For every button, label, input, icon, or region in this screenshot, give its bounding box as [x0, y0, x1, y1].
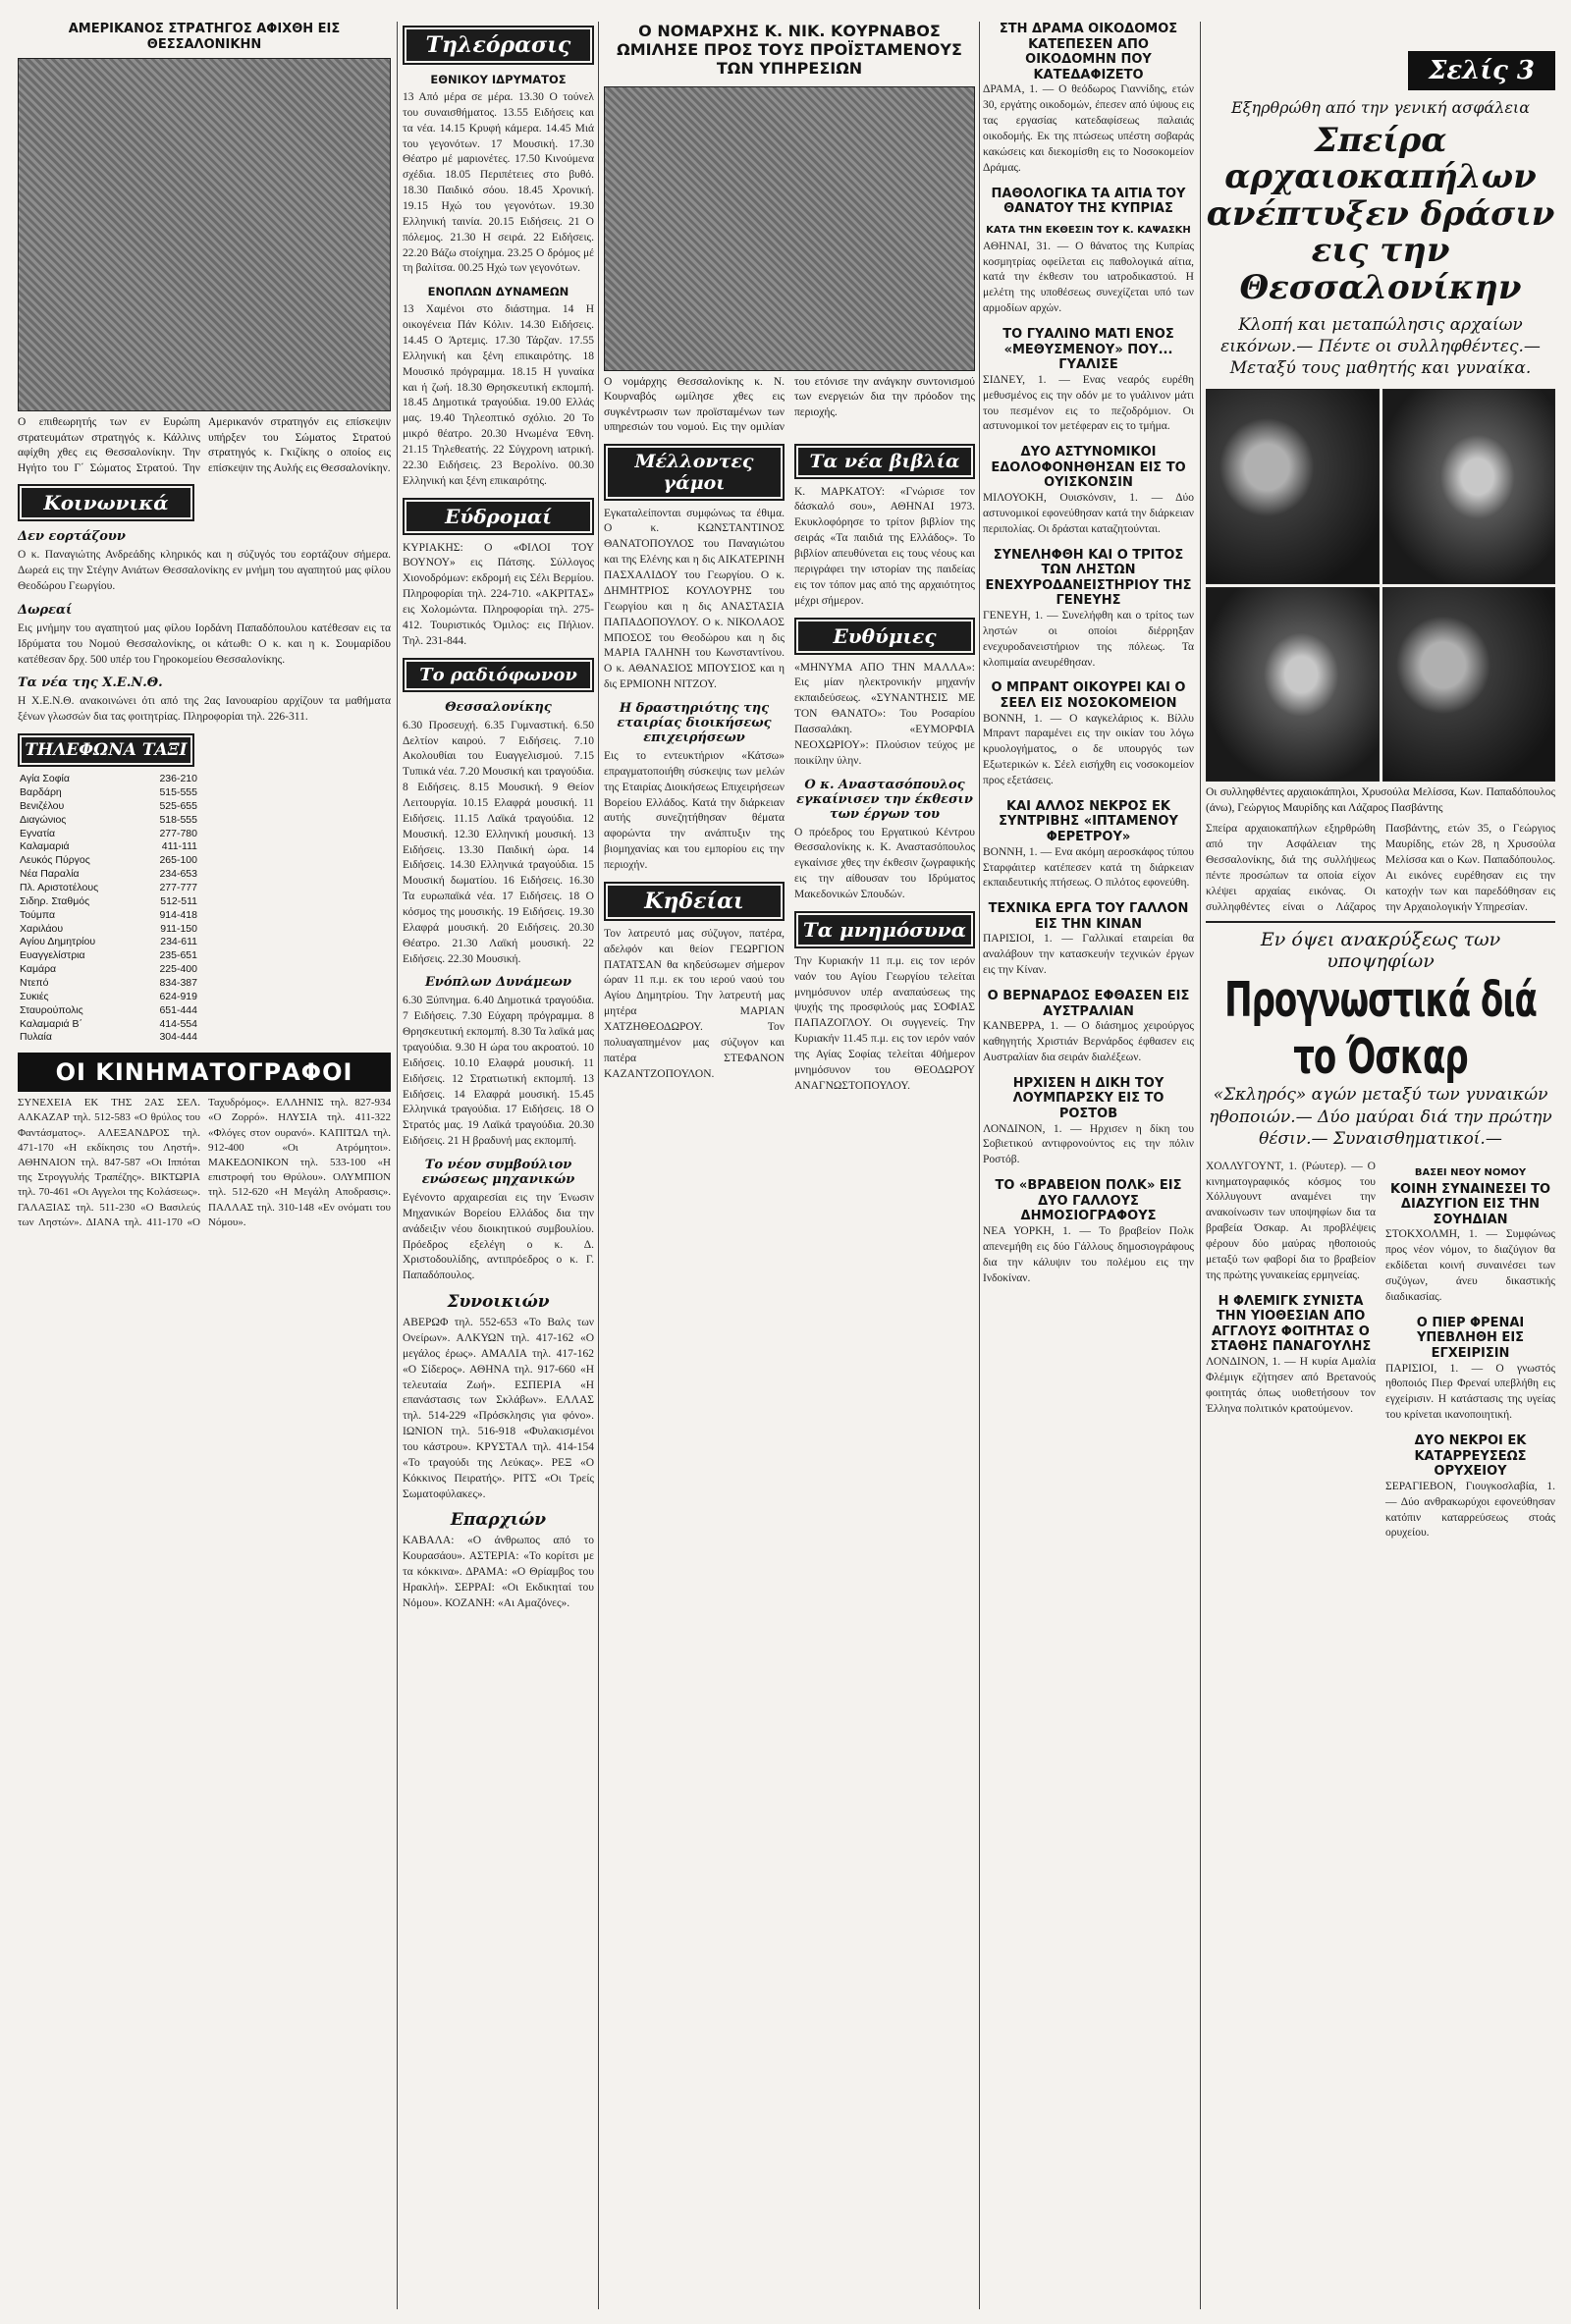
article-sweden-divorce: ΣΤΟΚΧΟΛΜΗ, 1. — Συμφώνως προς νέον νόμον, το διαζύγιον θα εκδίδεται κοινή συναινέσει των συζύγων, άνευ δικαστικής διαδικασίας.: [1385, 1228, 1555, 1303]
headline-brandt: Ο ΜΠΡΑΝΤ ΟΙΚΟΥΡΕΙ ΚΑΙ Ο ΣΕΕΛ ΕΙΣ ΝΟΣΟΚΟΜΕΙΟΝ: [991, 680, 1186, 711]
photo-grid-suspects: [1206, 389, 1555, 782]
section-banner-tv: Τηλεόρασις: [403, 26, 594, 65]
section-banner-cinemas: ΟΙ ΚΙΝΗΜΑΤΟΓΡΑΦΟΙ: [18, 1053, 391, 1092]
headline-nomarchis: Ο ΝΟΜΑΡΧΗΣ Κ. ΝΙΚ. ΚΟΥΡΝΑΒΟΣ ΩΜΙΛΗΣΕ ΠΡΟΣ ΤΟΥΣ ΠΡΟΪΣΤΑΜΕΝΟΥΣ ΤΩΝ ΥΠΗΡΕΣΙΩΝ: [617, 22, 962, 79]
phone-row: [18, 963, 199, 977]
phone-number: 624-919: [159, 990, 197, 1002]
article-tv-yened: 13 Χαμένοι στο διάστημα. 14 Η οικογένεια Πάν Κόλιν. 14.30 Ειδήσεις. 14.45 Ο Άρτεμις. 17.30 Τάρζαν. 17.55 Ελληνική και ξένη επικαιρότης. 18 Μουσικό πρόγραμμα. 18.15 Η γυναίκα και ή ζωή. 18.30 Θρησκευτική εκπομπή. 18.45 Δημοτικά τραγούδια. 19.00 Ελλάς μας. 19.40 Τηλεοπτικό σχόλιο. 20 Το μικρό θέατρο. 20.30 Ηνωμένα Έθνη. 21.15 Τηλεθεατής. 22 Σύγχρονη ιατρική. 22.30 Ειδήσεις. 23 Βερολίνο. 00.30 Ελληνική και ξένη επικαιρότης.: [403, 303, 594, 487]
article-rostov: ΛΟΝΔΙΝΟΝ, 1. — Ηρχισεν η δίκη του Σοβιετικού αντιφρονούντος εις την πόλιν Ροστόβ.: [983, 1122, 1194, 1166]
phone-row: [18, 828, 199, 841]
subhead-tv-erti: ΕΘΝΙΚΟΥ ΙΔΡΥΜΑΤΟΣ: [430, 73, 567, 86]
phone-station-name: Χαριλάου: [20, 922, 64, 935]
phone-number: 236-210: [159, 773, 197, 785]
phone-station-name: Διαγώνιος: [20, 813, 67, 826]
phone-station-name: Σιδηρ. Σταθμός: [20, 894, 90, 907]
subhead-exhibition: Ο κ. Αναστασόπουλος εγκαίνισεν την έκθεσιν των έργων του: [796, 777, 973, 822]
phone-station-name: Συκιές: [20, 990, 49, 1002]
photo-military-parade: [18, 58, 391, 411]
article-giortes: Ο κ. Παναγιώτης Ανδρεάδης κληρικός και η σύζυγός του εορτάζουν σήμερα. Δωρεά εις την Στέγην Ανιάτων Θεσσαλονίκης εν μνήμη του αγαπητού μας φίλου Θεοδώρου Γεωργίου.: [18, 549, 391, 592]
phone-station-name: Βενιζέλου: [20, 799, 65, 812]
article-glass-eye: ΣΙΔΝΕΥ, 1. — Ενας νεαρός ευρέθη μεθυσμένος εις την οδόν με το γυάλινον μάτι του πεσμένον εις το πεζοδρόμιον. Οι αστυνομικοί τον μετέφεραν εις το τμήμα.: [983, 373, 1194, 433]
article-xenth: Η Χ.Ε.Ν.Θ. ανακοινώνει ότι από της 2ας Ιανουαρίου αρχίζουν τα μαθήματα ξένων γλωσσών δια τας φοιτητρίας. Πληροφορίαι τηλ. 226-311.: [18, 695, 391, 724]
phone-row: [18, 1018, 199, 1032]
article-gamoi: Εγκαταλείπονται συμφώνως τα έθιμα. Ο κ. ΚΩΝΣΤΑΝΤΙΝΟΣ ΘΑΝΑΤΟΠΟΥΛΟΣ του Παναγιώτου και της Ελένης και η δις ΑΙΚΑΤΕΡΙΝΗ ΠΑΣΧΑΛΙΔΟΥ του Γεωργίου. Ο κ. ΔΗΜΗΤΡΙΟΣ ΚΟΥΛΟΥΡΗΣ του Γεωργίου και η δις ΑΝΑΣΤΑΣΙΑ ΠΑΠΑΔΟΠΟΥΛΟΥ. Ο κ. ΝΙΚΟΛΑΟΣ ΜΠΟΣΟΣ του Θεοδώρου και η δις ΜΑΡΙΑ ΓΑΛΗΝΗ του Κωνσταντίνου. Ο κ. ΑΘΑΝΑΣΙΟΣ ΜΠΟΥΣΙΟΣ και η δις ΕΡΜΙΟΝΗ ΝΙΤΖΟΥ.: [604, 507, 785, 691]
section-banner-radio: Το ραδιόφωνον: [403, 658, 594, 692]
gamoi-column: [604, 436, 785, 1095]
column-rule: [979, 22, 980, 2309]
phone-station-name: Νέα Παραλία: [20, 868, 80, 881]
phone-station-name: Σταυρούπολις: [20, 1003, 83, 1016]
article-china-works: ΠΑΡΙΣΙΟΙ, 1. — Γαλλικαί εταιρείαι θα αναλάβουν την κατασκευήν τεχνικών έργων εις την Κίναν.: [983, 933, 1194, 977]
phone-station-name: Εγνατία: [20, 827, 56, 839]
headline-fleming: Η ΦΛΕΜΙΓΚ ΣΥΝΙΣΤΑ ΤΗΝ ΥΙΟΘΕΣΙΑΝ ΑΠΟ ΑΓΓΛΟΥΣ ΦΟΙΤΗΤΑΣ Ο ΣΤΑΘΗΣ ΠΑΝΑΓΟΥΛΗΣ: [1210, 1293, 1372, 1355]
page-number-badge: Σελίς 3: [1408, 51, 1555, 90]
headline-sweden-divorce: ΚΟΙΝΗ ΣΥΝΑΙΝΕΣΕΙ ΤΟ ΔΙΑΖΥΓΙΟΝ ΕΙΣ ΤΗΝ ΣΟΥΗΔΙΑΝ: [1389, 1181, 1551, 1227]
phone-station-name: Πλ. Αριστοτέλους: [20, 882, 99, 893]
phone-number: 234-653: [159, 868, 197, 881]
phone-row: [18, 949, 199, 963]
column-2: [403, 22, 594, 2309]
phone-number: 234-611: [160, 936, 197, 948]
phone-row: [18, 923, 199, 937]
phone-row: [18, 991, 199, 1004]
phone-row: [18, 882, 199, 895]
phone-row: [18, 840, 199, 854]
headline-china-works: ΤΕΧΝΙΚΑ ΕΡΓΑ ΤΟΥ ΓΑΛΛΟΝ ΕΙΣ ΤΗΝ ΚΙΝΑΝ: [988, 901, 1189, 932]
column-4: [983, 22, 1194, 2309]
article-euthymies: «ΜΗΝΥΜΑ ΑΠΟ ΤΗΝ ΜΑΛΛΑ»: Εις μίαν ηλεκτρονικήν μηχανήν εκπαιδεύσεως. «ΣΥΝΑΝΤΗΣΙΣ ΜΕ ΤΟΝ ΘΑΝΑΤΟ»: Του Ροσαρίου Πασσαλάκη. «ΕΥΜΟΡΦΙΑ ΝΕΟΧΩΡΙΟΥ»: Πλούσιον τεύχος με ποικίλην ύλην.: [794, 661, 975, 767]
section-banner-taxi-phones: ΤΗΛΕΦΩΝΑ ΤΑΞΙ: [18, 733, 194, 767]
phone-row: [18, 773, 199, 786]
article-vivlia: Κ. ΜΑΡΚΑΤΟΥ: «Γνώρισε τον δάσκαλό σου», ΑΘΗΝΑΙ 1973. Εκυκλοφόρησε το τρίτον βιβλίον της σειράς «Τα παιδιά της Ελλάδος». Το βιβλίον απευθύνεται εις τους νέους και περιγράφει την ιστορίαν της παιδείας εις τον τόπον μας από της αρχαιότητος μέχρι σήμερον.: [794, 485, 975, 607]
subhead-eparchies: Επαρχιών: [450, 1510, 547, 1531]
photo-suspect-4: [1382, 587, 1556, 783]
phone-row: [18, 800, 199, 814]
phone-number: 277-780: [159, 827, 197, 839]
phone-row: [18, 814, 199, 828]
phone-number: 265-100: [159, 854, 197, 867]
phone-row: [18, 868, 199, 882]
phone-number: 518-555: [159, 813, 197, 826]
phone-row: [18, 909, 199, 923]
phone-station-name: Λευκός Πύργος: [20, 854, 90, 867]
banners-row: [604, 436, 975, 1095]
subhead-synoikion: Συνοικιών: [447, 1292, 550, 1313]
deck-antiquities: Κλοπή και μεταπώλησις αρχαίων εικόνων.— Πέντε οι συλληφθέντες.— Μεταξύ τους μαθητής και γυναίκα.: [1220, 314, 1541, 379]
phone-number: 834-387: [159, 977, 197, 990]
vivlia-column: [794, 436, 975, 1095]
article-geneva: ΓΕΝΕΥΗ, 1. — Συνελήφθη και ο τρίτος των ληστών οι οποίοι διέρρηξαν ενεχυροδανειστήριον της πόλεως. Τα κλοπιμαία ανευρέθησαν.: [983, 609, 1194, 669]
article-mnimosyna: Την Κυριακήν 11 π.μ. εις τον ιερόν ναόν του Αγίου Γεωργίου τελείται μνημόσυνον υπέρ αναπαύσεως της ψυχής της προσφιλούς μας ΣΟΦΙΑΣ ΠΑΠΑΖΟΓΛΟΥ. Οι συγγενείς. Την Κυριακήν 11.45 π.μ. εις τον ιερόν ναόν της Αγίας Σοφίας τελείται 40ήμερον μνημόσυνον του ΘΕΟΔΩΡΟΥ ΑΝΑΓΝΩΣΤΟΠΟΥΛΟΥ.: [794, 954, 975, 1092]
phone-row: [18, 854, 199, 868]
subhead-radio-thess: Θεσσαλονίκης: [445, 699, 552, 715]
headline-general-arrival: ΑΜΕΡΙΚΑΝΟΣ ΣΤΡΑΤΗΓΟΣ ΑΦΙΧΘΗ ΕΙΣ ΘΕΣΣΑΛΟΝΙΚΗΝ: [68, 22, 341, 52]
column-rule: [598, 22, 599, 2309]
article-mine: ΣΕΡΑΓΙΕΒΟΝ, Γιουγκοσλαβία, 1. — Δύο ανθρακωρύχοι εφονεύθησαν κατόπιν καταρρεύσεως στοάς ορυχείου.: [1385, 1480, 1555, 1540]
article-fresnay: ΠΑΡΙΣΙΟΙ, 1. — Ο γνωστός ηθοποιός Πιερ Φρεναί υπεβλήθη εις εγχείρισιν. Η κατάστασις της υγείας του κρίνεται ικανοποιητική.: [1385, 1362, 1555, 1422]
headline-oscar: Προγνωστικά διά το Όσκαρ: [1224, 972, 1537, 1087]
phone-station-name: Αγίου Δημητρίου: [20, 936, 96, 948]
section-banner-koinonika: Κοινωνικά: [18, 484, 194, 521]
phone-row: [18, 786, 199, 800]
article-eparchies: ΚΑΒΑΛΑ: «Ο άνθρωπος από το Κουρασάου». ΑΣΤΕΡΙΑ: «Το κορίτσι με τα κόκκινα». ΔΡΑΜΑ: «Ο Θρίαμβος του Ηρακλή». ΣΕΡΡΑΙ: «Οι Εκδικηταί του Νόμου». ΚΟΖΑΝΗ: «Αι Αμαζόνες».: [403, 1535, 594, 1609]
subhead-doreai: Δωρεαί: [18, 602, 73, 618]
section-banner-gamoi: Μέλλοντες γάμοι: [604, 444, 785, 501]
article-tv-erti: 13 Από μέρα σε μέρα. 13.30 Ο τούνελ του συναισθήματος. 13.55 Ειδήσεις και τα νέα. 14.15 Κρυφή κάμερα. 14.45 Μιά του γεγονότων. 17 Μουσική. 17.30 Θέατρο μέ μαριονέτες. 17.50 Κινούμενα σχέδια. 18.05 Περιπέτειες στο βυθό. 18.30 Παιδικό σόου. 18.45 Χρονική. 19.15 Ηχώ του γεγονότων. 19.30 Ελληνική ταινία. 20.15 Ειδήσεις. 21 Ο πόλεμος. 21.30 Η σειρά. 22 Ειδήσεις. 22.20 Βάζω στοίχημα. 23.25 Ο δρόμος μέ τη βαλίτσα. 00.25 Ηχώ των γεγονότων.: [403, 91, 594, 275]
column-3: [604, 22, 975, 2309]
headline-glass-eye: ΤΟ ΓΥΑΛΙΝΟ ΜΑΤΙ ΕΝΟΣ «ΜΕΘΥΣΜΕΝΟΥ» ΠΟΥ... ΓΥΑΛΙΣΕ: [1002, 327, 1174, 373]
phone-number: 512-511: [160, 894, 197, 907]
phone-station-name: Ντεπό: [20, 977, 49, 990]
masthead-area: [1206, 22, 1555, 94]
phone-row: [18, 895, 199, 909]
column-rule: [397, 22, 398, 2309]
phone-number: 525-655: [159, 799, 197, 812]
article-cinemas: ΣΥΝΕΧΕΙΑ ΕΚ ΤΗΣ 2ΑΣ ΣΕΛ. ΑΛΚΑΖΑΡ τηλ. 512-583 «Ο θρύλος του Φαντάσματος». ΑΛΕΞΑΝΔΡΟΣ τηλ. 471-170 «Η εκδίκησις του Ληστή». ΑΘΗΝΑΙΟΝ τηλ. 847-587 «Οι Ιππόται της Στρογγυλής Τραπέζης». ΒΙΚΤΩΡΙΑ τηλ. 70-461 «Οι Αγγελοι της Κολάσεως». ΓΑΛΑΞΙΑΣ τηλ. 511-230 «Ο Βασιλεύς των Ληστών». ΔΙΑΝΑ τηλ. 411-170 «Ο Ταχυδρόμος». ΕΛΛΗΝΙΣ τηλ. 827-934 «Ο Ζορρό». ΗΛΥΣΙΑ τηλ. 411-322 «Φλόγες στον ουρανό». ΚΑΠΙΤΩΛ τηλ. 912-400 «Οι Ατρόμητοι». ΜΑΚΕΔΟΝΙΚΟΝ τηλ. 533-100 «Η επιστροφή του Θρύλου». ΟΛΥΜΠΙΟΝ τηλ. 512-620 «Η Μεγάλη Αποδρασις». ΠΑΛΛΑΣ τηλ. 310-148 «Εν ονόματι του Νόμου».: [18, 1097, 391, 1228]
subhead-xenth: Τα νέα της Χ.Ε.Ν.Θ.: [18, 676, 163, 691]
column-1: [18, 22, 391, 2309]
phone-row: [18, 977, 199, 991]
phone-number: 277-777: [159, 882, 197, 893]
headline-kypria: ΠΑΘΟΛΟΓΙΚΑ ΤΑ ΑΙΤΙΑ ΤΟΥ ΘΑΝΑΤΟΥ ΤΗΣ ΚΥΠΡΙΑΣ: [991, 186, 1186, 217]
headline-polk: ΤΟ «ΒΡΑΒΕΙΟΝ ΠΟΛΚ» ΕΙΣ ΔΥΟ ΓΑΛΛΟΥΣ ΔΗΜΟΣΙΟΓΡΑΦΟΥΣ: [995, 1178, 1182, 1224]
photo-suspect-2: [1382, 389, 1556, 584]
subhead-radio-enoplon: Ενόπλων Δυνάμεων: [424, 975, 572, 991]
column-rule: [1200, 22, 1201, 2309]
phone-station-name: Καλαμαριά: [20, 840, 70, 853]
phone-station-name: Πυλαία: [20, 1031, 52, 1044]
photo-suspect-1: [1206, 389, 1380, 584]
photo-caption-suspects: Οι συλληφθέντες αρχαιοκάπηλοι, Χρυσούλα Μελίσσα, Κων. Παπαδόπουλος (άνω), Γεώργιος Μαυρίδης και Λάζαρος Πασβάντης: [1206, 786, 1555, 814]
phone-row: [18, 1031, 199, 1045]
article-drama: ΔΡΑΜΑ, 1. — Ο θεόδωρος Γιαννίδης, ετών 30, εργάτης οικοδομών, έπεσεν από ύψους εις τας εργασίας κατεδαφίσεως παλαιάς οικοδομής. Εκ της πτώσεως υπέστη σοβαράς κακώσεις και διεκομίσθη εις το Νοσοκομείον Δράμας.: [983, 83, 1194, 174]
oscar-body-row: [1206, 1160, 1555, 1542]
section-banner-kideiai: Κηδείαι: [604, 882, 785, 921]
headline-drama: ΣΤΗ ΔΡΑΜΑ ΟΙΚΟΔΟΜΟΣ ΚΑΤΕΠΕΣΕΝ ΑΠΟ ΟΙΚΟΔΟΜΗΝ ΠΟΥ ΚΑΤΕΔΑΦΙΖΕΤΟ: [999, 22, 1178, 82]
article-antiquities: Σπείρα αρχαιοκαπήλων εξηρθρώθη από την Ασφάλειαν της Θεσσαλονίκης, διά της συλλήψεως πέντε προσώπων τα οποία είχον κλέψει αρχαίας εικόνας. Οι συλληφθέντες είναι ο Λάζαρος Πασβάντης, ετών 35, ο Γεώργιος Μαυρίδης, ετών 28, η Χρυσούλα Μελίσσα και ο Κων. Παπαδόπουλος. Αι εικόνες ευρέθησαν εις την κατοχήν των και παρεδόθησαν εις την Αρχαιολογικήν Υπηρεσίαν.: [1206, 823, 1555, 913]
article-barnard: ΚΑΝΒΕΡΡΑ, 1. — Ο διάσημος χειρούργος καθηγητής Χριστιάν Βερνάρδος έφθασεν εις Αυστραλίαν δια σειράν διαλέξεων.: [983, 1020, 1194, 1063]
phone-number: 235-651: [159, 949, 197, 962]
headline-starfighter: ΚΑΙ ΑΛΛΟΣ ΝΕΚΡΟΣ ΕΚ ΣΥΝΤΡΙΒΗΣ «ΙΠΤΑΜΕΝΟΥ ΦΕΡΕΤΡΟΥ»: [999, 798, 1178, 845]
article-engineers: Εγένοντο αρχαιρεσίαι εις την Ένωσιν Μηχανικών Βορείου Ελλάδος δια την ανάδειξιν νέου διοικητικού συμβουλίου. Πρόεδρος εξελέγη ο κ. Δ. Χριστοδουλίδης, αντιπρόεδρος ο κ. Γ. Παπαδόπουλος.: [403, 1191, 594, 1282]
phone-station-name: Βαρδάρη: [20, 785, 62, 798]
article-doreai: Εις μνήμην του αγαπητού μας φίλου Ιορδάνη Παπαδόπουλου κατέθεσαν εις τα Ιδρύματα του Νομού Θεσσαλονίκης, οι κάτωθι: Ο κ. και η κ. Σουμαρίδου κατέθεσαν δρχ. 500 υπέρ του Γηροκομείου Θεσσαλονίκης.: [18, 622, 391, 666]
headline-antiquities: Σπείρα αρχαιοκαπήλων ανέπτυξεν δράσιν εις την Θεσσαλονίκην: [1206, 121, 1555, 307]
oscar-right: [1385, 1160, 1555, 1542]
column-5: [1206, 22, 1555, 2309]
divider: [1206, 921, 1555, 923]
phone-station-name: Καλαμαριά Β΄: [20, 1017, 83, 1030]
article-kideiai: Τον λατρευτό μας σύζυγον, πατέρα, αδελφόν και θείον ΓΕΩΡΓΙΟΝ ΠΑΤΑΤΣΑΝ θα κηδεύσωμεν σήμερον ώραν 11 π.μ. εκ του ιερού ναού του Αγίου Δημητρίου. Την λατρευτή μας μητέρα ΜΑΡΙΑΝ ΧΑΤΖΗΘΕΟΔΩΡΟΥ. Τον πολυαγαπημένον μας σύζυγον και πατέρα ΣΤΕΦΑΝΟΝ ΚΑΖΑΝΤΖΟΠΟΥΛΟΝ.: [604, 927, 785, 1080]
phone-station-name: Καμάρα: [20, 963, 57, 976]
section-banner-euthymies: Ευθύμιες: [794, 618, 975, 655]
article-wisconsin: ΜΙΛΟΥΟΚΗ, Ουισκόνσιν, 1. — Δύο αστυνομικοί εφονεύθησαν κατά την διάρκειαν περιπολίας. Οι δράσται καταζητούνται.: [983, 492, 1194, 535]
article-oscar: ΧΟΛΛΥΓΟΥΝΤ, 1. (Ρώυτερ). — Ο κινηματογραφικός κόσμος του Χόλλυγουντ αναμένει την ανακοίνωσιν των υποψηφίων δια τα βραβεία Όσκαρ. Αι προβλέψεις φέρουν δύο μαύρας ηθοποιούς μεταξύ των φαβορί δια το βραβείον της πρώτης γυναικείας ερμηνείας.: [1206, 1160, 1376, 1281]
phone-number: 914-418: [159, 908, 197, 921]
headline-mine: ΔΥΟ ΝΕΚΡΟΙ ΕΚ ΚΑΤΑΡΡΕΥΣΕΩΣ ΟΡΥΧΕΙΟΥ: [1414, 1433, 1527, 1480]
article-radio-enoplon: 6.30 Ξύπνημα. 6.40 Δημοτικά τραγούδια. 7 Ειδήσεις. 7.30 Εύχαρη πρόγραμμα. 8 Θρησκευτική εκπομπή. 8.30 Τα λαϊκά μας τραγούδια. 9.30 Η ώρα του ακροατού. 10 Ειδήσεις. 10.10 Ελαφρά μουσική. 11 Ειδήσεις. 12 Στρατιωτική εκπομπή. 13 Ειδήσεις. 14 Ελαφρά μουσική. 15.45 Ελληνικά τραγούδια. 17 Ειδήσεις. 18 Ο Στρατός μας. 19 Λαϊκά τραγούδια. 20.30 Ειδήσεις. 21 Η βραδυνή μας εκπομπή.: [403, 995, 594, 1148]
article-starfighter: ΒΟΝΝΗ, 1. — Ενα ακόμη αεροσκάφος τύπου Σταρφάιτερ κατέπεσεν κατά τη διάρκειαν εκπαιδευτικής πτήσεως. Ο πιλότος εφονεύθη.: [983, 845, 1194, 890]
subhead-engineers: Το νέον συμβούλιον ενώσεως μηχανικών: [421, 1157, 575, 1187]
headline-wisconsin: ΔΥΟ ΑΣΤΥΝΟΜΙΚΟΙ ΕΔΟΛΟΦΟΝΗΘΗΣΑΝ ΕΙΣ ΤΟ ΟΥΙΣΚΟΝΣΙΝ: [991, 445, 1186, 491]
phone-number: 225-400: [159, 963, 197, 976]
section-banner-mnimosyna: Τα μνημόσυνα: [794, 911, 975, 948]
headline-fresnay: Ο ΠΙΕΡ ΦΡΕΝΑΙ ΥΠΕΒΛΗΘΗ ΕΙΣ ΕΓΧΕΙΡΙΣΙΝ: [1416, 1315, 1525, 1361]
subhead-giortes: Δεν εορτάζουν: [18, 529, 126, 545]
photo-caption: Ο επιθεωρητής των εν Ευρώπη στρατευμάτων στρατηγός κ. Κάλλινς αφίχθη χθες εις Θεσσαλονίκην. Την Ηγήτο του Γ΄ Σώματος Στρατού. Την Αμερικανόν στρατηγόν εις επίσκεψιν υπήρξεν του Σώματος Στρατού στρατηγός κ. Γκιζίκης ο οποίος εις επίσκεψιν της Αυλής εις Θεσσαλονίκην.: [18, 416, 391, 474]
phone-row: [18, 1004, 199, 1018]
subhead-sweden: ΒΑΣΕΙ ΝΕΟΥ ΝΟΜΟΥ: [1414, 1166, 1527, 1178]
phone-number: 411-111: [161, 840, 197, 853]
phone-number: 515-555: [159, 785, 197, 798]
phone-station-name: Τούμπα: [20, 908, 56, 921]
photo-meeting: [604, 86, 975, 371]
article-brandt: ΒΟΝΝΗ, 1. — Ο καγκελάριος κ. Βίλλυ Μπραντ παραμένει εις την οικίαν του λόγω κρυολογήματος, ο δε υπουργός των Εξωτερικών κ. Σέελ εισήχθη εις νοσοκομείον προς εξετάσεις.: [983, 712, 1194, 787]
phone-number: 911-150: [160, 922, 197, 935]
kicker-antiquities: Εξηρθρώθη από την γενική ασφάλεια: [1230, 98, 1530, 117]
article-kypria: ΑΘΗΝΑΙ, 31. — Ο θάνατος της Κυπρίας κοσμητρίας οφείλεται εις παθολογικά αίτια, κατά την έκθεσιν του ιατροδικαστού. Η μελέτη της υποθέσεως συνεχίζεται υπό των αρμοδίων αρχών.: [983, 240, 1194, 315]
subhead-tv-yened: ΕΝΟΠΛΩΝ ΔΥΝΑΜΕΩΝ: [427, 285, 569, 299]
kicker-oscar: Εν όψει ανακρύξεως των υποψηφίων: [1260, 929, 1501, 973]
article-business: Εις το εντευκτήριον «Κάτσω» επραγματοποιήθη σύσκεψις των μελών της Εταιρίας Διοικήσεως Επιχειρήσεων Βορείου Ελλάδος. Κατά την διάρκειαν αυτής συνεζητήθησαν θέματα αφορώντα την ανάπτυξιν της βιομηχανίας και του εμπορίου εις την περιοχήν.: [604, 749, 785, 871]
phone-station-name: Ευαγγελίστρια: [20, 949, 85, 962]
article-polk: ΝΕΑ ΥΟΡΚΗ, 1. — Το βραβείον Πολκ απενεμήθη εις δύο Γάλλους δημοσιογράφους δια την κάλυψιν του πολέμου εις την Ινδοκίναν.: [983, 1224, 1194, 1284]
article-radio-thess: 6.30 Προσευχή. 6.35 Γυμναστική. 6.50 Δελτίον καιρού. 7 Ειδήσεις. 7.10 Ακολουθίαι του Ευαγγελισμού. 7.15 Τυπικά νέα. 7.20 Μουσική και τραγούδια. 8 Ειδήσεις. 8.15 Μουσική. 9 Θείον Λειτουργία. 10.15 Ελαφρά μουσική. 11 Ειδήσεις. 11.15 Λαϊκά τραγούδια. 12 Μουσική. 12.30 Ελληνική μουσική. 13 Ειδήσεις. 13.30 Παιδική ώρα. 14 Ειδήσεις. 14.30 Ελληνικά τραγούδια. 15 Μουσική δωματίου. 16 Ειδήσεις. 16.30 Τα ευρωπαϊκά νέα. 17 Ειδήσεις. 18 Ο κόσμος της μουσικής. 19 Ειδήσεις. 19.30 Ελαφρά μουσική. 20 Ειδήσεις. 20.30 Θέατρο. 21.30 Λαϊκή μουσική. 22 Ειδήσεις. 22.30 Μουσική.: [403, 719, 594, 965]
headline-barnard: Ο ΒΕΡΝΑΡΔΟΣ ΕΦΘΑΣΕΝ ΕΙΣ ΑΥΣΤΡΑΛΙΑΝ: [987, 989, 1190, 1019]
headline-rostov: ΗΡΧΙΣΕΝ Η ΔΙΚΗ ΤΟΥ ΛΟΥΜΠΑΡΣΚΥ ΕΙΣ ΤΟ ΡΟΣΤΟΒ: [1012, 1075, 1165, 1121]
phone-station-name: Αγία Σοφία: [20, 773, 70, 785]
article-euzonoi: ΚΥΡΙΑΚΗΣ: Ο «ΦΙΛΟΙ ΤΟΥ ΒΟΥΝΟΥ» εις Πάτσης. Σύλλογος Χιονοδρόμων: εκδρομή εις Σέλι Βερμίου. Πληροφορίαι τηλ. 224-710. «ΑΚΡΙΤΑΣ» εις Χολομώντα. Πληροφορίαι τηλ. 275-412. Τουριστικός Όμιλος: εις Πήλιον. Τηλ. 231-844.: [403, 541, 594, 647]
deck-oscar: «Σκληρός» αγών μεταξύ των γυναικών ηθοποιών.— Δύο μαύραι διά την πρώτην θέσιν.— Συναισθηματικοί.—: [1209, 1085, 1552, 1149]
photo-caption-meeting: Ο νομάρχης Θεσσαλονίκης κ. Ν. Κουρναβός ωμίλησε χθες εις συγκέντρωσιν των προϊσταμένων των υπηρεσιών του νομού. Εις την ομιλίαν του ετόνισε την ανάγκην συντονισμού των ενεργειών δια την πρόοδον της περιοχής.: [604, 375, 975, 434]
photo-suspect-3: [1206, 587, 1380, 783]
article-fleming: ΛΟΝΔΙΝΟΝ, 1. — Η κυρία Αμαλία Φλέμιγκ εζήτησεν από Βρετανούς φοιτητάς όπως υιοθετήσουν τον Έλληνα πολιτικόν κρατούμενον.: [1206, 1355, 1376, 1415]
phone-row: [18, 936, 199, 949]
phone-number: 651-444: [159, 1003, 197, 1016]
article-synoikion: ΑΒΕΡΩΦ τηλ. 552-653 «Το Βαλς των Ονείρων». ΑΛΚΥΩΝ τηλ. 417-162 «Ο μεγάλος έρως». ΑΜΑΛΙΑ τηλ. 417-162 «Ο Σίδερος». ΑΘΗΝΑ τηλ. 917-660 «Η τελευταία Ζωή». ΕΣΠΕΡΙΑ «Η επανάστασις των Σκλάβων». ΕΛΛΑΣ τηλ. 514-229 «Πρόσκλησις για φόνο». ΙΩΝΙΟΝ τηλ. 516-918 «Φυλακισμένοι του κάστρου». ΚΡΥΣΤΑΛ τηλ. 414-154 «Το τραγούδι της Λεύκας». ΡΕΞ «Ο Κόκκινος Πειρατής». ΡΙΤΣ «Οι Τρείς Σωματοφύλακες».: [403, 1317, 594, 1500]
oscar-left: [1206, 1160, 1376, 1542]
phone-number: 304-444: [159, 1031, 197, 1044]
headline-geneva: ΣΥΝΕΛΗΦΘΗ ΚΑΙ Ο ΤΡΙΤΟΣ ΤΩΝ ΛΗΣΤΩΝ ΕΝΕΧΥΡΟΔΑΝΕΙΣΤΗΡΙΟΥ ΤΗΣ ΓΕΝΕΥΗΣ: [985, 547, 1192, 609]
newspaper-page: [18, 22, 1555, 2309]
section-banner-euzonoi: Εύδρομαί: [403, 498, 594, 535]
subhead-kypria: ΚΑΤΑ ΤΗΝ ΕΚΘΕΣΙΝ ΤΟΥ Κ. ΚΑΨΑΣΚΗ: [986, 224, 1191, 236]
phone-number: 414-554: [159, 1017, 197, 1030]
section-banner-vivlia: Τα νέα βιβλία: [794, 444, 975, 479]
article-exhibition: Ο πρόεδρος του Εργατικού Κέντρου Θεσσαλονίκης κ. Κ. Αναστασόπουλος εγκαίνισε χθες την έκθεσιν ζωγραφικής εις την αίθουσαν του Ιδρύματος Μακεδονικών Σπουδών.: [794, 826, 975, 900]
taxi-phone-table: [18, 773, 199, 1045]
subhead-business: Η δραστηριότης της εταιρίας διοικήσεως επιχειρήσεων: [617, 700, 772, 745]
